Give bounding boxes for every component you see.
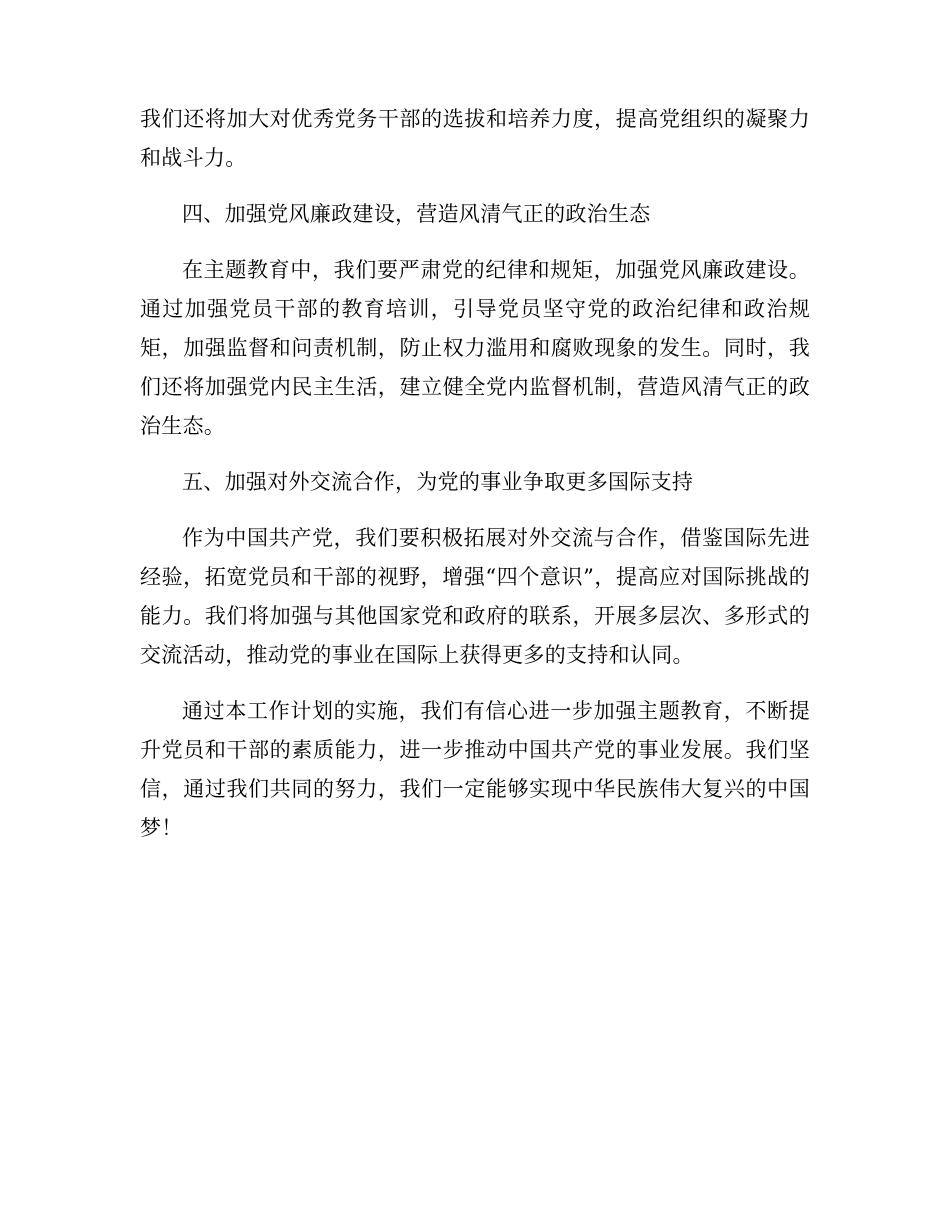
paragraph-conclusion: 通过本工作计划的实施，我们有信心进一步加强主题教育，不断提升党员和干部的素质能力，进一步推动中国共产党的事业发展。我们坚信，通过我们共同的努力，我们一定能够实现中华民族伟大复兴的中国梦！ [140, 699, 810, 840]
paragraph-international: 作为中国共产党，我们要积极拓展对外交流与合作，借鉴国际先进经验，拓宽党员和干部的视野，增强“四个意识”，提高应对国际挑战的能力。我们将加强与其他国家党和政府的联系，开展多层次、多形式的交流活动，推动党的事业在国际上获得更多的支持和认同。 [140, 526, 810, 667]
paragraph-discipline: 在主题教育中，我们要严肃党的纪律和规矩，加强党风廉政建设。通过加强党员干部的教育培训，引导党员坚守党的政治纪律和政治规矩，加强监督和问责机制，防止权力滥用和腐败现象的发生。同时，我们还将加强党内民主生活，建立健全党内监督机制，营造风清气正的政治生态。 [140, 258, 810, 438]
section-heading-4: 四、加强党风廉政建设，营造风清气正的政治生态 [182, 202, 651, 226]
paragraph-continuation: 我们还将加大对优秀党务干部的选拔和培养力度，提高党组织的凝聚力和战斗力。 [140, 107, 810, 170]
section-heading-5: 五、加强对外交流合作，为党的事业争取更多国际支持 [182, 470, 694, 494]
document-page [140, 100, 810, 865]
